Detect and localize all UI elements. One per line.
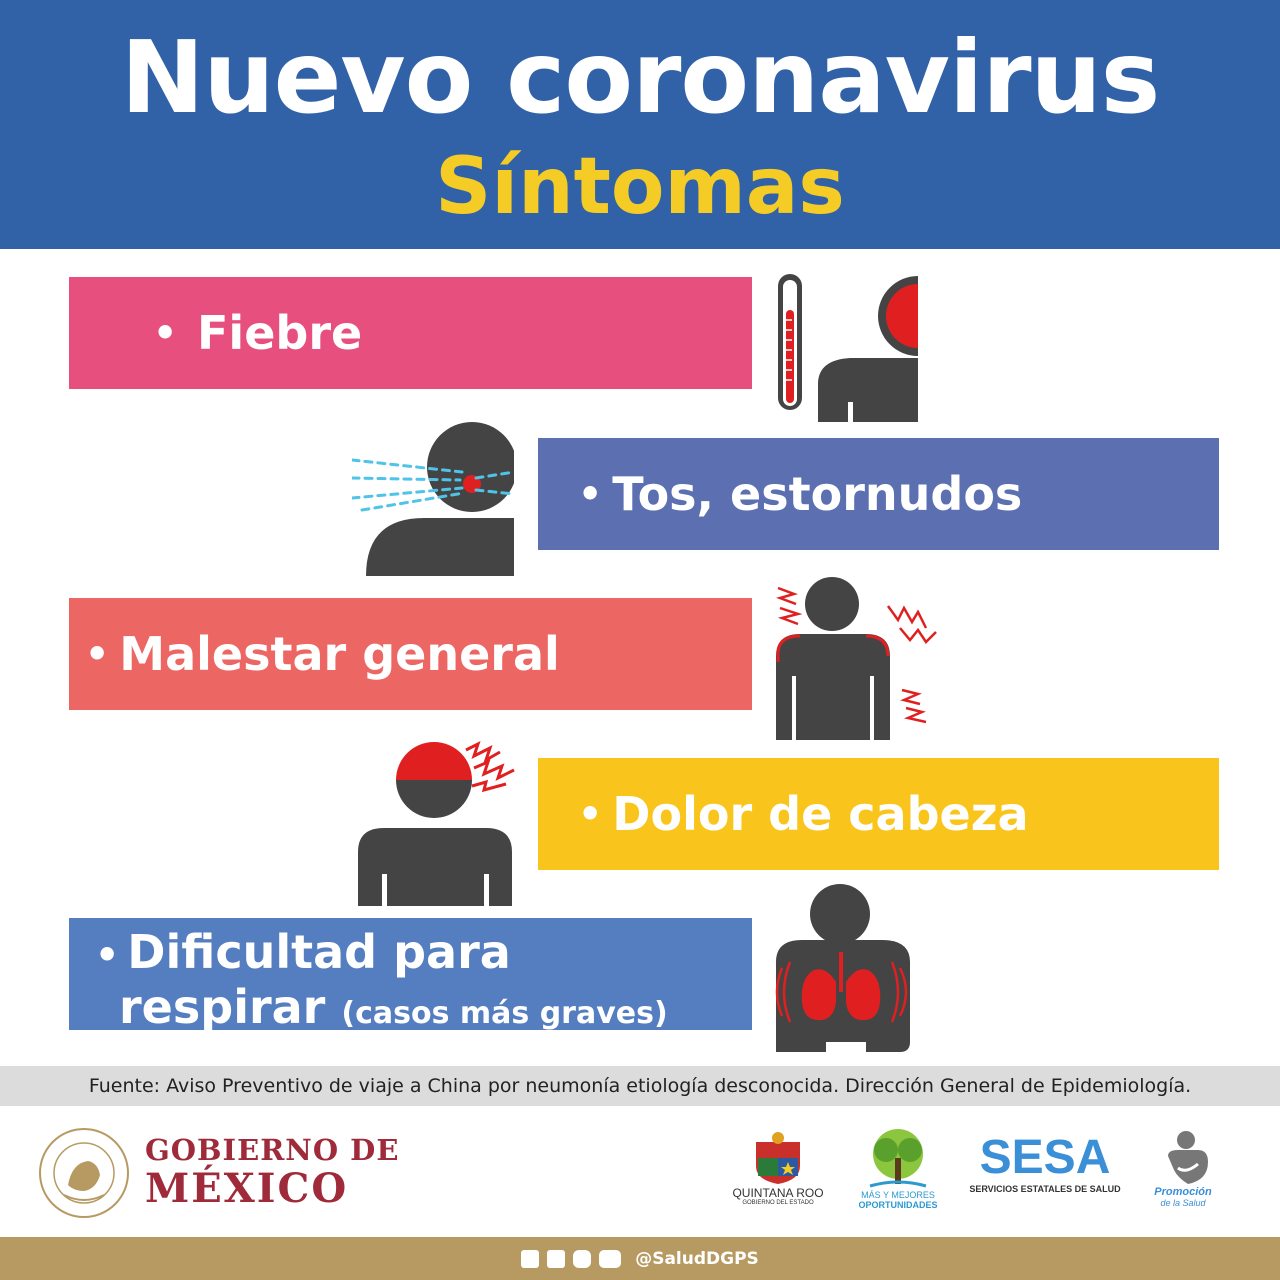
footer-bar — [0, 1237, 1280, 1280]
thermometer-icon — [778, 274, 802, 410]
fever-person-icon — [770, 272, 930, 422]
sesa-name: SESA — [979, 1131, 1111, 1184]
bullet: • — [578, 792, 603, 836]
symptom-label: Fiebre — [197, 306, 363, 360]
twitter-icon[interactable] — [547, 1250, 565, 1268]
symptom-bar-dificultad — [69, 918, 752, 1034]
symptom-label-line1: Dificultad para — [127, 925, 511, 979]
person-hot-head — [818, 276, 918, 422]
header-banner — [0, 0, 1280, 249]
facebook-icon[interactable] — [521, 1250, 539, 1268]
social-handle[interactable]: @SaludDGPS — [635, 1248, 759, 1269]
headache-person-icon — [356, 734, 526, 906]
oportunidades-line2: OPORTUNIDADES — [858, 1200, 938, 1210]
sesa-sub: SERVICIOS ESTATALES DE SALUD — [969, 1184, 1121, 1194]
youtube-icon[interactable] — [599, 1250, 621, 1268]
symptom-bar-malestar — [69, 598, 752, 710]
quintana-roo-label — [720, 1186, 836, 1206]
promocion-label — [1140, 1186, 1226, 1208]
bullet: • — [85, 632, 110, 676]
bullet: • — [153, 311, 178, 355]
bullet: • — [578, 472, 603, 516]
quintana-roo-name: QUINTANA ROO — [732, 1186, 824, 1200]
symptom-label: Malestar general — [119, 627, 560, 681]
quintana-roo-sub: GOBIERNO DEL ESTADO — [742, 1200, 814, 1206]
quintana-roo-shield-icon — [752, 1130, 804, 1186]
bullet: • — [95, 933, 120, 977]
symptom-label-line2-wrap — [95, 981, 752, 1040]
instagram-icon[interactable] — [573, 1250, 591, 1268]
symptom-label: Dolor de cabeza — [612, 787, 1029, 841]
promocion-line2: de la Salud — [1160, 1198, 1206, 1208]
gobierno-line2: MÉXICO — [145, 1165, 349, 1212]
sesa-logo — [962, 1132, 1128, 1194]
oportunidades-line1: MÁS Y MEJORES — [861, 1190, 935, 1200]
gobierno-mexico-logo — [145, 1133, 399, 1211]
source-note: Fuente: Aviso Preventivo de viaje a China por neumonía etiología desconocida. Dirección General de Epidemiología. — [0, 1066, 1280, 1106]
symptom-label: Tos, estornudos — [612, 467, 1023, 521]
body-ache-person-icon — [770, 576, 950, 740]
lungs-person-icon — [772, 882, 918, 1052]
symptom-label-line2: respirar — [119, 980, 326, 1034]
symptom-bar-tos — [538, 438, 1219, 550]
gobierno-line1: GOBIERNO DE — [145, 1133, 400, 1167]
page-title: Nuevo coronavirus — [120, 19, 1160, 136]
page-subtitle: Síntomas — [435, 142, 845, 232]
mexico-coat-of-arms-icon — [38, 1127, 130, 1219]
symptom-note: (casos más graves) — [341, 996, 668, 1031]
symptom-bar-fiebre — [69, 277, 752, 389]
sneezing-person-icon — [352, 420, 518, 576]
promocion-salud-icon — [1158, 1128, 1216, 1186]
promocion-line1: Promoción — [1154, 1186, 1212, 1198]
symptom-bar-dolor-cabeza — [538, 758, 1219, 870]
symptom-label-line1-wrap — [95, 926, 752, 981]
oportunidades-tree-icon — [862, 1128, 934, 1190]
oportunidades-label — [838, 1190, 958, 1210]
